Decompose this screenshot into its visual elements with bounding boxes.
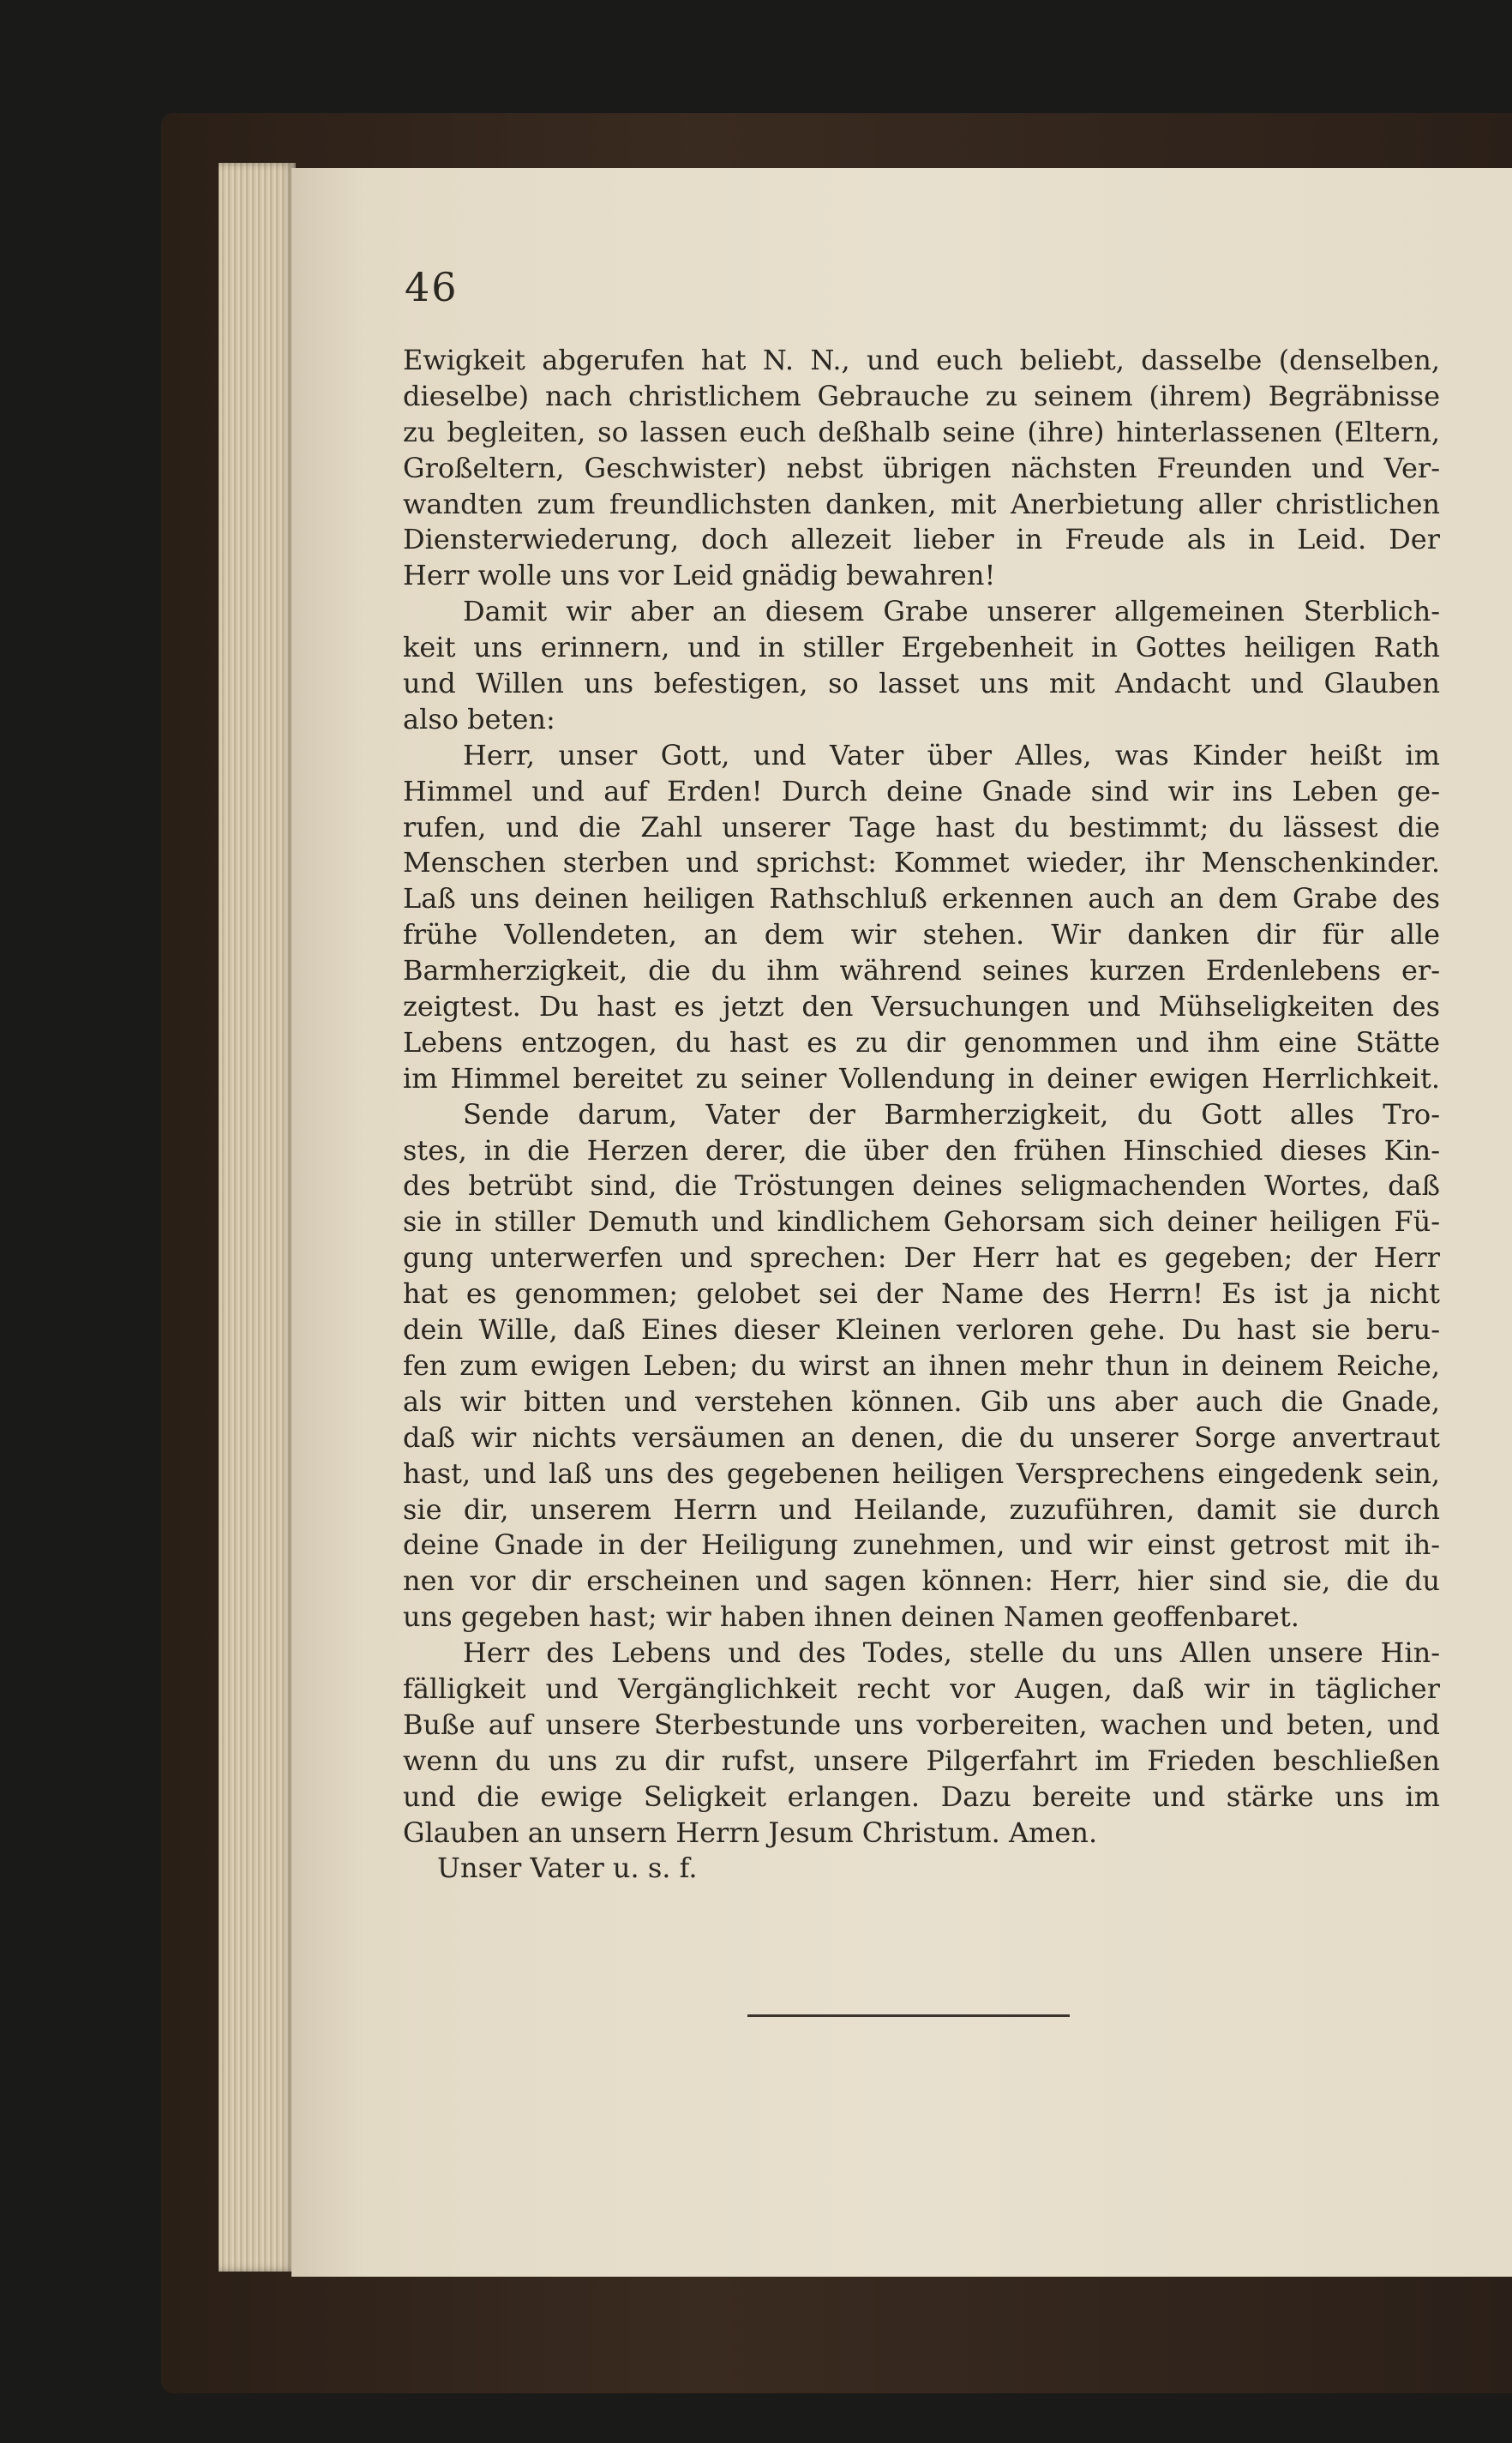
text-line: zu begleiten, so lassen euch deßhalb seine (ihre) hinterlassenen (Eltern, — [403, 415, 1440, 448]
text-line: dein Wille, daß Eines dieser Kleinen verloren gehe. Du hast sie beru- — [403, 1313, 1440, 1347]
text-line: Herr wolle uns vor Leid gnädig bewahren! — [403, 559, 996, 592]
text-line: Damit wir aber an diesem Grabe unserer allgemeinen Sterblich- — [463, 595, 1440, 628]
text-line: Unser Vater u. s. f. — [437, 1852, 698, 1885]
text-line: Himmel und auf Erden! Durch deine Gnade sind wir ins Leben ge- — [403, 774, 1440, 807]
text-line: nen vor dir erscheinen und sagen können: Herr, hier sind sie, die du — [403, 1564, 1440, 1598]
text-line: Menschen sterben und sprichst: Kommet wieder, ihr Menschenkinder. — [403, 846, 1440, 879]
text-line: Herr des Lebens und des Todes, stelle du uns Allen unsere Hin- — [463, 1636, 1440, 1670]
text-line: uns gegeben hast; wir haben ihnen deinen Namen geoffenbaret. — [403, 1600, 1299, 1634]
text-line: daß wir nichts versäumen an denen, die du unserer Sorge anvertraut — [403, 1420, 1440, 1454]
page-number: 46 — [405, 264, 459, 310]
text-line: fälligkeit und Vergänglichkeit recht vor Augen, daß wir in täglicher — [403, 1672, 1440, 1705]
text-line: Laß uns deinen heiligen Rathschluß erkennen auch an dem Grabe des — [403, 882, 1440, 915]
text-line: dieselbe) nach christlichem Gebrauche zu seinem (ihrem) Begräbnisse — [403, 379, 1440, 412]
text-line: des betrübt sind, die Tröstungen deines seligmachenden Wortes, daß — [403, 1169, 1440, 1203]
page-edges — [219, 163, 296, 2272]
text-line: hast, und laß uns des gegebenen heiligen Versprechens eingedenk sein, — [403, 1456, 1440, 1490]
section-divider — [747, 2014, 1070, 2017]
text-line: im Himmel bereitet zu seiner Vollendung in deiner ewigen Herrlichkeit. — [403, 1061, 1440, 1095]
text-line: Glauben an unsern Herrn Jesum Christum. Amen. — [403, 1816, 1098, 1849]
text-line: sie dir, unserem Herrn und Heilande, zuzuführen, damit sie durch — [403, 1492, 1440, 1526]
text-line: keit uns erinnern, und in stiller Ergebenheit in Gottes heiligen Rath — [403, 631, 1440, 664]
text-line: also beten: — [403, 702, 555, 735]
text-line: hat es genommen; gelobet sei der Name des Herrn! Es ist ja nicht — [403, 1277, 1440, 1311]
text-line: gung unterwerfen und sprechen: Der Herr hat es gegeben; der Herr — [403, 1241, 1440, 1275]
text-line: Sende darum, Vater der Barmherzigkeit, du Gott alles Tro- — [463, 1097, 1440, 1131]
text-line: frühe Vollendeten, an dem wir stehen. Wir danken dir für alle — [403, 918, 1440, 951]
text-line: Großeltern, Geschwister) nebst übrigen nächsten Freunden und Ver- — [403, 451, 1440, 484]
text-line: und Willen uns befestigen, so lasset uns mit Andacht und Glauben — [403, 667, 1440, 700]
text-line: stes, in die Herzen derer, die über den frühen Hinschied dieses Kin- — [403, 1133, 1440, 1167]
text-line: Buße auf unsere Sterbestunde uns vorbereiten, wachen und beten, und — [403, 1708, 1440, 1741]
text-line: zeigtest. Du hast es jetzt den Versuchungen und Mühseligkeiten des — [403, 990, 1440, 1023]
text-line: Ewigkeit abgerufen hat N. N., und euch beliebt, dasselbe (denselben, — [403, 344, 1440, 376]
text-line: fen zum ewigen Leben; du wirst an ihnen mehr thun in deinem Reiche, — [403, 1348, 1440, 1382]
text-line: Diensterwiederung, doch allezeit lieber in Freude als in Leid. Der — [403, 523, 1440, 556]
text-line: wandten zum freundlichsten danken, mit Anerbietung aller christlichen — [403, 487, 1440, 520]
text-line: Herr, unser Gott, und Vater über Alles, was Kinder heißt im — [463, 738, 1440, 771]
text-line: wenn du uns zu dir rufst, unsere Pilgerfahrt im Frieden beschließen — [403, 1744, 1440, 1777]
body-text — [403, 343, 1440, 1887]
text-line: sie in stiller Demuth und kindlichem Gehorsam sich deiner heiligen Fü- — [403, 1205, 1440, 1239]
text-line: Barmherzigkeit, die du ihm während seines kurzen Erdenlebens er- — [403, 954, 1440, 987]
text-line: und die ewige Seligkeit erlangen. Dazu bereite und stärke uns im — [403, 1780, 1440, 1813]
text-line: Lebens entzogen, du hast es zu dir genommen und ihm eine Stätte — [403, 1025, 1440, 1059]
text-line: deine Gnade in der Heiligung zunehmen, und wir einst getrost mit ih- — [403, 1528, 1440, 1562]
text-line: als wir bitten und verstehen können. Gib uns aber auch die Gnade, — [403, 1384, 1440, 1418]
text-line: rufen, und die Zahl unserer Tage hast du bestimmt; du lässest die — [403, 810, 1440, 843]
